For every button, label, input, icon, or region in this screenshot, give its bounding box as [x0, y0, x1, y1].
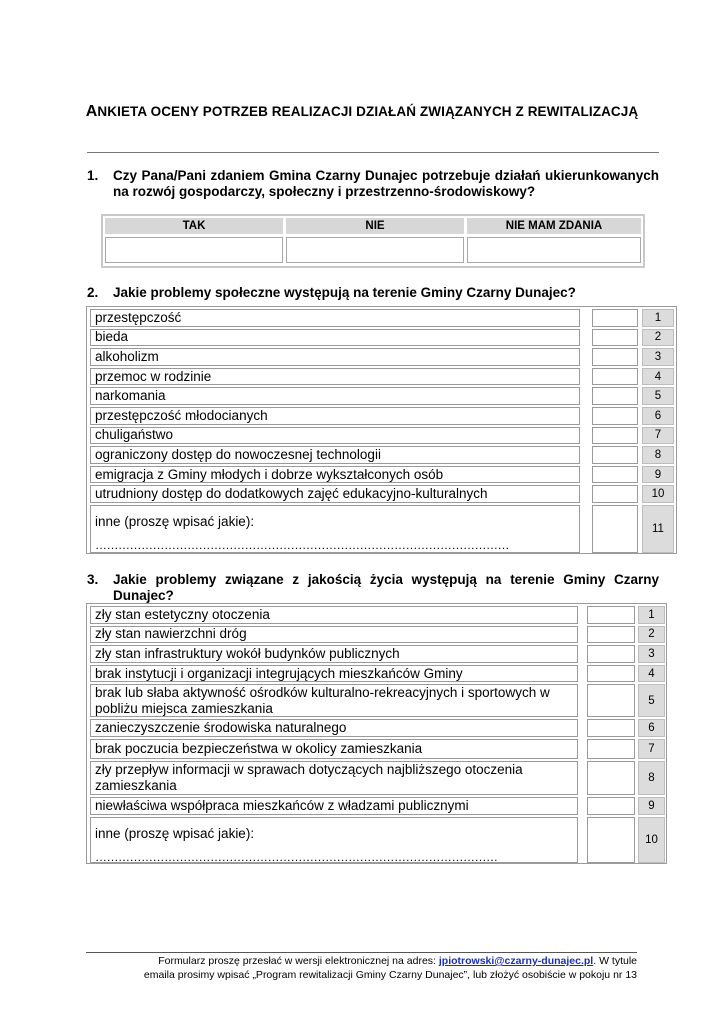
q1-answer-cell-nie[interactable]: [286, 237, 464, 263]
row-label: bieda: [90, 329, 580, 347]
answer-checkbox[interactable]: [587, 645, 635, 663]
row-number: 7: [638, 739, 665, 759]
row-label: zły przepływ informacji w sprawach dotyczących najbliższego otoczenia zamieszkania: [90, 761, 578, 795]
question-text: Czy Pana/Pani zdaniem Gmina Czarny Dunajec potrzebuje działań ukierunkowanych na rozwój gospodarczy, społeczny i przestrzenno-środowiskowy?: [113, 168, 659, 199]
q1-answer-cell-nie-mam-zdania[interactable]: [467, 237, 641, 263]
row-label: zły stan infrastruktury wokół budynków publicznych: [90, 645, 578, 663]
answer-checkbox[interactable]: [592, 387, 638, 405]
row-number: 4: [642, 368, 674, 386]
row-label: zanieczyszczenie środowiska naturalnego: [90, 719, 578, 737]
answer-checkbox[interactable]: [587, 665, 635, 683]
table-row: [87, 465, 676, 485]
row-label: przemoc w rodzinie: [90, 368, 580, 386]
footer: [86, 954, 637, 982]
table-row: [87, 796, 666, 816]
table-row: [87, 644, 666, 664]
footer-text: Formularz proszę przesłać w wersji elektronicznej na adres:: [158, 955, 439, 967]
table-row: [87, 347, 676, 367]
table-row: [87, 683, 666, 718]
question-2: [87, 285, 659, 301]
table-row: [87, 426, 676, 446]
answer-checkbox[interactable]: [592, 505, 638, 553]
row-number: 8: [642, 446, 674, 464]
row-number: 4: [638, 665, 665, 683]
row-label: zły stan estetyczny otoczenia: [90, 606, 578, 624]
row-label: brak instytucji i organizacji integrujących mieszkańców Gminy: [90, 665, 578, 683]
email-link[interactable]: jpiotrowski@czarny-dunajec.pl: [438, 955, 594, 967]
row-number: 7: [642, 427, 674, 445]
footer-text: . W tytule: [593, 955, 637, 967]
table-row: [87, 738, 666, 760]
row-number: 9: [638, 797, 665, 815]
row-number: 1: [642, 309, 674, 327]
row-number: 1: [638, 606, 665, 624]
row-label: [90, 505, 580, 553]
question-number: 3.: [87, 572, 99, 587]
row-number: 3: [638, 645, 665, 663]
page-title: ANKIETA OCENY POTRZEB REALIZACJI DZIAŁAŃ ZWIĄZANYCH Z REWITALIZACJĄ: [85, 103, 639, 120]
row-number: 8: [638, 761, 665, 795]
row-number: 2: [642, 329, 674, 347]
answer-checkbox[interactable]: [587, 684, 635, 717]
row-label: [90, 817, 578, 863]
row-number: 6: [642, 407, 674, 425]
answer-checkbox[interactable]: [592, 329, 638, 347]
question-number: 2.: [87, 285, 99, 300]
table-row: [87, 328, 676, 348]
row-number: 11: [642, 505, 674, 553]
row-label: niewłaściwa współpraca mieszkańców z władzami publicznymi: [90, 797, 578, 815]
answer-checkbox[interactable]: [592, 368, 638, 386]
footer-divider: [86, 952, 637, 953]
question-number: 1.: [87, 168, 99, 183]
q1-answer-cell-tak[interactable]: [105, 237, 283, 263]
row-number: 5: [638, 684, 665, 717]
answer-checkbox[interactable]: [592, 427, 638, 445]
row-label: chuligaństwo: [90, 427, 580, 445]
question-3: [87, 572, 659, 604]
answer-checkbox[interactable]: [592, 446, 638, 464]
row-number: 10: [638, 817, 665, 863]
table-row: [87, 445, 676, 465]
row-label: brak poczucia bezpieczeństwa w okolicy zamieszkania: [90, 739, 578, 759]
question-text: Jakie problemy społeczne występują na terenie Gminy Czarny Dunajec?: [113, 285, 576, 300]
table-row: [87, 406, 676, 426]
answer-checkbox[interactable]: [587, 797, 635, 815]
question-1: [87, 168, 659, 200]
row-label: przestępczość młodocianych: [90, 407, 580, 425]
answer-checkbox[interactable]: [587, 719, 635, 737]
q1-option-tak: TAK: [105, 218, 283, 234]
row-label: przestępczość: [90, 309, 580, 327]
other-label: inne (proszę wpisać jakie):: [95, 825, 255, 841]
answer-checkbox[interactable]: [592, 309, 638, 327]
row-label: brak lub słaba aktywność ośrodków kulturalno-rekreacyjnych i sportowych w pobliżu miejsca zamieszkania: [90, 684, 578, 717]
table-row: [87, 718, 666, 738]
row-number: 3: [642, 348, 674, 366]
title-divider: [87, 152, 659, 153]
answer-checkbox[interactable]: [587, 606, 635, 624]
answer-checkbox[interactable]: [587, 626, 635, 644]
other-label: inne (proszę wpisać jakie):: [95, 514, 255, 529]
q1-answer-table: [101, 214, 645, 268]
table-row: [87, 484, 676, 504]
table-row: [87, 367, 676, 387]
row-label: emigracja z Gminy młodych i dobrze wykształconych osób: [90, 466, 580, 484]
q1-option-nie: NIE: [286, 218, 464, 234]
table-row: [87, 386, 676, 406]
q3-table: [86, 603, 667, 864]
row-number: 2: [638, 626, 665, 644]
footer-text-line2: emaila prosimy wpisać „Program rewitalizacji Gminy Czarny Dunajec”, lub złożyć osobiście w pokoju nr 13: [143, 969, 637, 981]
answer-checkbox[interactable]: [587, 817, 635, 863]
row-label: utrudniony dostęp do dodatkowych zajęć edukacyjno-kulturalnych: [90, 485, 580, 503]
answer-checkbox[interactable]: [592, 466, 638, 484]
row-number: 6: [638, 719, 665, 737]
other-input-dots[interactable]: ……………………………………………………………………………………………: [95, 849, 498, 862]
row-number: 9: [642, 466, 674, 484]
table-row-other: [87, 816, 666, 864]
row-label: alkoholizm: [90, 348, 580, 366]
row-label: narkomania: [90, 387, 580, 405]
q1-option-nie-mam-zdania: NIE MAM ZDANIA: [467, 218, 641, 234]
other-input-dots[interactable]: ………………………………………………………………………………………………: [95, 538, 509, 552]
question-text: Jakie problemy związane z jakością życia występują na terenie Gminy Czarny Dunajec?: [113, 572, 659, 603]
table-row: [87, 625, 666, 645]
answer-checkbox[interactable]: [587, 761, 635, 795]
row-label: zły stan nawierzchni dróg: [90, 626, 578, 644]
row-label: ograniczony dostęp do nowoczesnej technologii: [90, 446, 580, 464]
answer-checkbox[interactable]: [592, 485, 638, 503]
table-row: [87, 760, 666, 796]
answer-checkbox[interactable]: [592, 348, 638, 366]
row-number: 10: [642, 485, 674, 503]
table-row: [87, 605, 666, 625]
q2-table: [86, 306, 677, 554]
answer-checkbox[interactable]: [587, 739, 635, 759]
answer-checkbox[interactable]: [592, 407, 638, 425]
table-row: [87, 308, 676, 328]
table-row: [87, 664, 666, 684]
row-number: 5: [642, 387, 674, 405]
table-row-other: [87, 504, 676, 554]
